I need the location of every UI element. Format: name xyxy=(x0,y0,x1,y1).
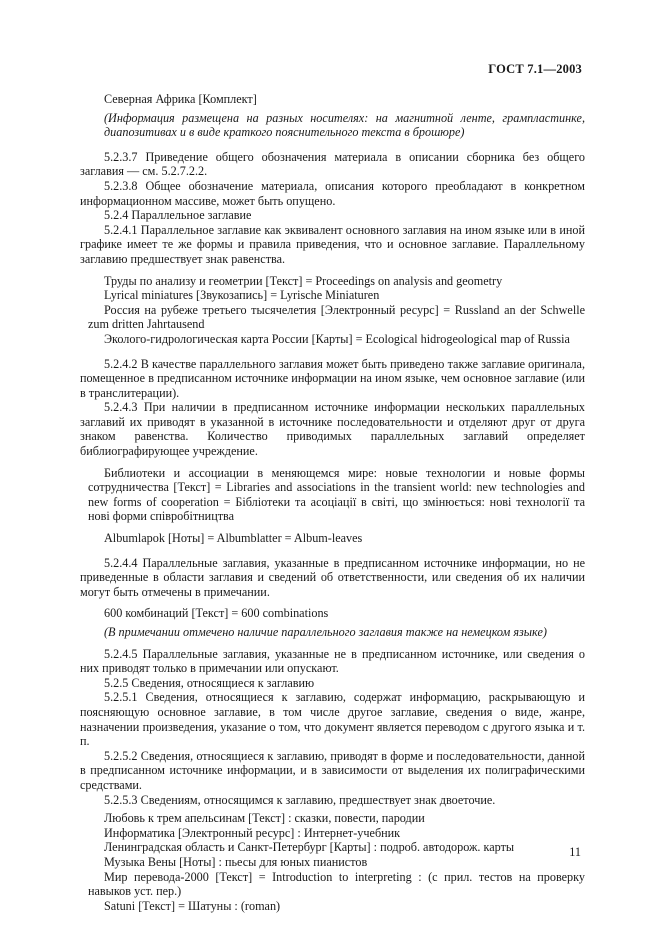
paragraph-5-2-4-2: 5.2.4.2 В качестве параллельного заглавия может быть приведено также заглавие оригинала, помещенное в предписанном источнике информации на ином языке, чем основное заглавие (или в транслитерации). xyxy=(80,356,585,400)
example-line: Эколого-гидрологическая карта России [Карты] = Ecological hidrogeological map of Russia xyxy=(104,331,570,346)
example-line: Труды по анализу и геометрии [Текст] = Proceedings on analysis and geometry xyxy=(104,273,503,288)
example-africa: Северная Африка [Комплект] xyxy=(104,92,257,106)
example-line: Россия на рубеже третьего тысячелетия [Электронный ресурс] = Russland an der Schwelle zum dritten Jahrtausend xyxy=(88,302,585,332)
paragraph-5-2-4-3: 5.2.4.3 При наличии в предписанном источнике информации нескольких параллельных заглавий их приводят в указанной в источнике последовательности и отделяют друг от друга знаком равенства. Количество приводимых параллельных заглавий определяет библиографирующее учреждение. xyxy=(80,400,585,459)
example-line: Музыка Вены [Ноты] : пьесы для юных пианистов xyxy=(104,854,368,869)
example-line: Lyrical miniatures [Звукозапись] = Lyrische Miniaturen xyxy=(104,288,380,303)
paragraph-5-2-5-1: 5.2.5.1 Сведения, относящиеся к заглавию, содержат информацию, раскрывающую и поясняющую основное заглавие, в том числе другое заглавие, сведения о виде, жанре, назначении произведения, указание о том, что документ является переводом с другого языка и т. п. xyxy=(80,690,585,749)
example-line: Satuni [Текст] = Шатуны : (roman) xyxy=(104,898,281,913)
example-line: Любовь к трем апельсинам [Текст] : сказки, повести, пародии xyxy=(104,811,425,826)
example-note: (В примечании отмечено наличие параллельного заглавия также на немецком языке) xyxy=(104,625,547,639)
paragraph-5-2-4-5: 5.2.4.5 Параллельные заглавия, указанные не в предписанном источнике, или сведения о них приводят только в примечании или опускают. xyxy=(80,646,585,676)
page-number: 11 xyxy=(569,845,581,859)
paragraph-5-2-5-3: 5.2.5.3 Сведениям, относящимся к заглавию, предшествует знак двоеточие. xyxy=(104,792,496,807)
example-line: Albumlapok [Ноты] = Albumblatter = Album-leaves xyxy=(104,531,363,546)
example-line: Ленинградская область и Санкт-Петербург [Карты] : подроб. автодорож. карты xyxy=(104,840,515,855)
paragraph-5-2-3-7: 5.2.3.7 Приведение общего обозначения материала в описании сборника без общего заглавия — см. 5.2.7.2.2. xyxy=(80,149,585,179)
page-content xyxy=(80,92,585,913)
example-line: 600 комбинаций [Текст] = 600 combinations xyxy=(104,606,329,621)
standard-header: ГОСТ 7.1—2003 xyxy=(488,62,582,76)
example-line: Информатика [Электронный ресурс] : Интернет-учебник xyxy=(104,825,401,840)
paragraph-5-2-4-1: 5.2.4.1 Параллельное заглавие как эквивалент основного заглавия на ином языке или в иной графике имеет те же формы и правила приведения, что и основное заглавие. Параллельному заглавию предшествует знак равенства. xyxy=(80,222,585,266)
heading-5-2-5: 5.2.5 Сведения, относящиеся к заглавию xyxy=(104,675,315,690)
heading-5-2-4: 5.2.4 Параллельное заглавие xyxy=(104,208,252,223)
paragraph-5-2-5-2: 5.2.5.2 Сведения, относящиеся к заглавию, приводят в форме и последовательности, данной в предписанном источнике информации, и в зависимости от выделения их полиграфическими средствами. xyxy=(80,748,585,792)
example-line: Библиотеки и ассоциации в меняющемся мире: новые технологии и новые формы сотрудничества [Текст] = Libraries and associations in the transient world: new technologies and new forms of cooperation = Бібліотеки та асоціації в світі, що змінюється: нові технології та нові форми співробітництва xyxy=(88,465,585,524)
paragraph-5-2-4-4: 5.2.4.4 Параллельные заглавия, указанные в предписанном источнике информации, но не приведенные в области заглавия и сведений об ответственности, или сведения об их наличии могут быть отмечены в примечании. xyxy=(80,555,585,599)
example-africa-note: (Информация размещена на разных носителях: на магнитной ленте, грампластинке, диапозитивах и в виде краткого пояснительного текста в брошюре) xyxy=(104,110,585,140)
paragraph-5-2-3-8: 5.2.3.8 Общее обозначение материала, описания которого преобладают в конкретном информационном массиве, может быть опущено. xyxy=(80,178,585,208)
example-line: Мир перевода-2000 [Текст] = Introduction to interpreting : (с прил. тестов на проверку навыков уст. пер.) xyxy=(88,869,585,899)
